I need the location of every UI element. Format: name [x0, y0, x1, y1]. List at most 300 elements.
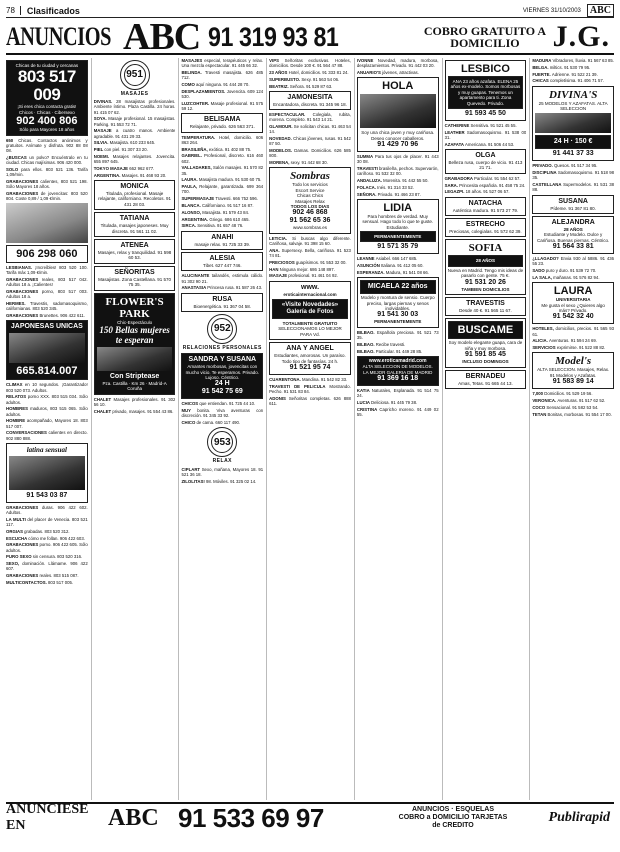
list-item: TETAN Bonitas, morbosas. 91 554 17 00.: [532, 411, 612, 417]
atenea-title: ATENEA: [120, 242, 149, 250]
flowers-title: FLOWER'S PARK: [105, 295, 164, 320]
list-item: ADONIS Señoritas completas. 626 888 611.: [269, 395, 351, 407]
sandra-title: SANDRA Y SUSANA: [188, 356, 257, 364]
olga-text: Belleza rusa, cuerpo de vicio. 91 413 21 71.: [448, 160, 523, 171]
list-item: CIPLART Sexo, mañana, Mayores 18. 91 521 36 18.: [181, 466, 264, 477]
list-item: ¿LLAGADO? Envia 930 al 5886. 91 436 55 23.: [532, 256, 615, 267]
hola-title: HOLA: [382, 80, 414, 93]
col2-ads-a: [94, 99, 176, 178]
micaela-box: [357, 277, 439, 328]
sofia-age-box: [448, 255, 524, 266]
laura-text: Me gusta el sexo ¿Quieres algo más? Privado.: [541, 302, 605, 314]
estrecho-text: Preciosas, colegialas. 91 572 62 39.: [449, 229, 522, 235]
sombras-web: www.sombras.es: [293, 225, 328, 231]
list-item: SOYA. Masaje profesional. 15 masajistas. Parking. 91 553 72 71.: [93, 116, 176, 127]
web-sub-box: [272, 299, 348, 319]
list-item: CONVERSACIONES calientes en directo. 902 880 888.: [6, 430, 88, 441]
col7-ads-a: [532, 58, 614, 84]
list-item: LAURA. Masajista madura. 91 530 60 75.: [181, 177, 262, 183]
list-item: NOEMI. Masajes relajantes. Jovencita. 655 897 645.: [93, 154, 176, 165]
latina-photo: [9, 456, 85, 490]
alesia-title: ALESIA: [209, 255, 236, 262]
col5-ads-c: [357, 256, 439, 275]
laura-phone: 91 542 32 40: [552, 313, 594, 321]
list-item: VERONICA. Aventuras. 91 517 62 52.: [532, 398, 606, 404]
page-topbar: [6, 4, 614, 18]
list-item: BILBAO. Española preciosa. 91 521 73 35.: [356, 329, 439, 341]
list-item: CATHERINE Sensitiva. 91 521 45 55.: [444, 123, 517, 129]
col4-ads-d: [269, 377, 351, 406]
list-item: CLIMAX en 10 segundos. ¡Garantizado! 803 520 073. Adultos.: [6, 382, 88, 393]
laura-sub: UNIVERSITARIA: [555, 297, 591, 303]
sombras-line: Masajes Relax: [295, 198, 325, 204]
section-953: [181, 427, 263, 464]
flowers-photo: [97, 347, 173, 371]
list-item: LUZCOHTER. Masaje profesional. 91 575 59 12.: [181, 100, 264, 111]
susana-box: [532, 195, 614, 214]
list-item: LEGAZPI. 18 años. 91 527 06 57.: [444, 189, 510, 195]
list-item: LUCIA Deliciosa. 91 445 79 38.: [356, 400, 418, 406]
list-item: GRABACIONES reales. 803 515 087.: [6, 573, 79, 579]
list-item: TEMPERATURA. Hotel, domicilio. 606 863 264.: [181, 134, 264, 145]
travestis-box: [445, 297, 527, 316]
alejandra-phone: 91 564 33 81: [552, 243, 594, 251]
sofia-title: SOFIA: [468, 242, 503, 255]
list-item: SUMMA Para tus ojos de placer. 91 443 30 08.: [356, 154, 439, 165]
section-label: RELAX: [212, 458, 233, 465]
list-item: SADO puro y duro. 91 539 72 70.: [532, 268, 597, 274]
list-item: ZILOLITAS! 98. Móviles. 91 325 02 14.: [181, 478, 257, 484]
list-item: GRABACIONES porno. 906 422 605. Sólo adultos.: [6, 542, 88, 553]
list-item: BILBAO. Particular. 91 449 28 85.: [356, 348, 423, 354]
flowers-sub: Chic-Espectáculo: [117, 319, 153, 325]
col5-ads-b: [357, 154, 439, 197]
sombras-phone2: 91 562 65 36: [289, 217, 331, 225]
list-item: ALICIA. Aventuras. 91 594 24 69.: [532, 338, 597, 344]
estrecho-title: ESTRECHO: [466, 221, 505, 229]
header-jg-logo: J.G.: [552, 20, 610, 53]
chicas-box-top: Chicas de tu ciudad y cercanas: [15, 63, 79, 68]
sandra-text: Amantes morbosas, jovencitas con mucho vicio. Te esperamos. Privado. Lujoso. Céntrico.: [185, 364, 260, 381]
erotica-title: www.eroticamadrid.com: [368, 357, 427, 364]
list-item: COCO Sensacional. 91 582 53 54.: [532, 404, 599, 410]
footer-abc-logo: ABC: [108, 804, 159, 831]
list-item: ESCUCHA cómo me follan. 906 422 603.: [6, 535, 85, 541]
monica-box: [94, 180, 176, 210]
list-item: TRAVESTI DE PELICULA Mostrando. Pecho. 91 531 83 84.: [269, 383, 351, 395]
list-item: CHALET privado, masajes. 91 554 43 86.: [93, 408, 174, 414]
list-item: HAN Ninguna mejor. 686 148 897.: [269, 266, 335, 272]
ana-angel-box: [269, 342, 351, 375]
list-item: SUPERMASAJE Travesti. 666 752 596.: [181, 196, 258, 202]
hola-box: [357, 77, 439, 152]
publirapid-logo: Publirapid: [548, 810, 610, 825]
japonesas-photo: [9, 333, 85, 363]
divinas-24: 24 H · 150 €: [553, 138, 593, 146]
bernadeu-title: BERNADEU: [465, 372, 506, 380]
column-6: [442, 58, 527, 800]
ana-phone: 91 521 95 74: [289, 364, 331, 372]
list-item: FUERTE. Adrienne. 91 522 21 39.: [532, 71, 598, 77]
col7-ads-e: [532, 391, 614, 417]
col4-ads-b: [269, 112, 351, 165]
list-item: BELGA. miltics. 91 530 79 95.: [532, 64, 591, 70]
flowers-foot: Pza. Castilla · Km 26 · Madrid-A Coruña: [102, 381, 167, 392]
sandra-box: [181, 353, 263, 399]
list-item: NOVEDAD. Chicas jóvenes, rusas. 91 542 87 50.: [269, 136, 351, 147]
list-item: HOMBRE acompañado, Mayores 18. 803 517 007.: [6, 418, 88, 429]
list-item: ANA. Supersexy. Bella, cariñosa. 91 523 74 81.: [269, 247, 351, 259]
list-item: ¿BUSCAS un polvo? Encuéntralo en tu ciudad. Chicas majísimas. 906 420 000.: [6, 154, 88, 166]
list-item: LA SALA, mañanas. 91 576 82 94.: [532, 275, 600, 281]
list-item: SEXO, dominación. Llámame. 906 422 607.: [6, 561, 88, 572]
erotica-phone: 91 369 16 18: [377, 375, 419, 383]
models-title: Model's: [555, 355, 592, 368]
hola-phone: 91 429 70 96: [377, 141, 419, 149]
col5-ads-a: [357, 58, 439, 75]
susana-text: Pídeme. 91 367 81 80.: [550, 205, 596, 211]
list-item: HOTELES, domicilios, precios. 91 565 93 61.: [532, 326, 615, 337]
japonesas-title: JAPONESAS UNICAS: [10, 323, 83, 331]
list-item: CHICO de cama. 660 117 490.: [181, 420, 241, 426]
anahi-text: masaje relax. 91 725 33 39.: [194, 241, 251, 247]
natacha-text: Auténtica madura. 91 573 27 79.: [452, 207, 519, 213]
buscame-text: Soy modelo elegante guapa, cara de niña y muy morbosa.: [448, 340, 523, 351]
sofia-age: 28 AÑOS: [475, 258, 495, 264]
anahi-box: [181, 231, 263, 250]
list-item: VALLADARES, Salón masajes. 91 570 82 35.: [181, 165, 264, 176]
list-item: 23 AÑOS Hotel, domicilios. 91 333 81 24.: [269, 70, 349, 75]
belisama-text: Relajante, privado. 626 563 371.: [189, 124, 255, 130]
list-item: PAULA, Relajante, garantizada. 699 364 700.: [181, 184, 264, 195]
list-item: 650 Chicas. Contactos anónimos y gratuitos. Anímate y disfruta. 902 88 08 08.: [6, 137, 88, 154]
col5-ads-d: [357, 330, 439, 354]
buscame-title: BUSCAME: [457, 324, 514, 337]
olga-box: [445, 149, 527, 174]
alejandra-age: 28 AÑOS: [563, 227, 583, 233]
sombras-box: [269, 167, 351, 233]
erotica-text: ALTA SELECCION DE MODELOS. LA MEJOR GALERIA DE MADRID: [362, 364, 433, 375]
list-item: SARA. Princesita española. 91 458 75 24.: [444, 182, 526, 188]
list-item: GRABACIONES de jovencitas: 803 520 804. Coste 0,89 / 1,09 €/min.: [6, 190, 88, 202]
sombras-title: Sombras: [290, 170, 330, 183]
sombras-line: Escort Service: [295, 187, 325, 193]
sombras-line: Todo los servicios: [292, 182, 328, 188]
japonesas-box: [6, 320, 88, 380]
micaela-text: Modelo y montura de sensio. Cuerpo preciso, largas piernas y senos inolvidables.: [360, 295, 435, 312]
web-sel: SELECCIONAMOS LO MEJOR PARA Vd.: [278, 326, 342, 337]
divinas-box: [532, 86, 614, 162]
laura-box: [532, 282, 614, 324]
list-item: IVONNE Novedad, madura, morbosa, desplazamientos. Privado. 91 442 03 20.: [356, 58, 439, 69]
list-item: CHICAS completísima. 91 406 71 57.: [532, 78, 604, 84]
travestis-text: Desde 40 €. 91 565 11 67.: [459, 308, 512, 314]
list-item: MUY bonita. Viva aventuras con discreción. 91 345 33 92.: [181, 408, 264, 419]
list-item: ORGIAS grabadas. 803 520 312.: [6, 528, 70, 534]
page-number: 78: [6, 6, 21, 15]
column-3: [178, 58, 263, 800]
lidia-title: LIDIA: [383, 201, 413, 214]
flowers-big: 150 Bellas mujeres te esperan: [99, 325, 170, 346]
list-item: ASUNCIÓN Italiana. 91 412 05 60.: [356, 263, 424, 269]
lesbico-phone: 91 593 45 50: [465, 110, 506, 118]
divinas-text: 25 MODELOS Y AZAFATAS. ALTA SELECCION: [538, 100, 608, 111]
olga-title: OLGA: [475, 152, 496, 160]
list-item: BEATRIZ. Señora. 91 529 87 63.: [269, 83, 333, 89]
phone-906: 906 298 060: [16, 248, 78, 261]
alejandra-text: Estudiante y Modelo. Dulce y Cariñosa. Buenas piernas. Céntrico.: [537, 232, 610, 243]
list-item: AZAFATA Americana. 91 506 44 53.: [444, 141, 515, 147]
jamonesita-title: JAMONESITA: [287, 93, 333, 101]
tatiana-text: Titulada, masajes japoneses. Muy discreta. 91 561 11 02.: [100, 223, 169, 234]
sombras-phone1: 902 46 868: [292, 209, 328, 217]
list-item: CRISTINA Capricho moreno. 91 449 02 55.: [356, 406, 439, 418]
list-item: CUARENTONA. Mandina. 91 542 82 33.: [269, 377, 348, 383]
header-cobro: COBRO GRATUITO A DOMICILIO: [423, 24, 547, 50]
erotica-madrid-box: [357, 356, 439, 386]
list-item: MULTICONTACTOS. 803 517 005.: [6, 580, 74, 586]
list-item: MASAJES especial, terapéuticos y relax. Una mezcla espectacular. 91 445 66 32.: [181, 58, 264, 69]
monica-text: Titulada, profesional. Masaje relajante, californiano. Recoletos. 91 431 28 03.: [98, 191, 171, 207]
models-box: [532, 352, 614, 389]
list-item: SERVICIOS exprimirse. 91 522 88 82.: [532, 345, 606, 351]
belisama-box: [181, 113, 263, 132]
lidia-strip: PERMANENTEMENTE: [374, 234, 422, 240]
list-item: LETICIA. Si buscas algo diferente. Cariñosa, salvaje. 91 398 15 60.: [269, 235, 351, 247]
col1-ads-c: [6, 382, 88, 440]
lidia-text: Para hombres de verdad. Muy sensual. Hago todo lo que te guste. Estudiante.: [362, 213, 434, 230]
rusa-title: RUSA: [212, 295, 233, 303]
header-phone: 91 319 93 81: [208, 21, 339, 52]
atenea-box: [94, 239, 176, 264]
list-item: 7,000 Domicilios. 91 529 19 56.: [532, 391, 593, 397]
section-number: 952: [207, 314, 237, 344]
models-phone: 91 583 89 14: [552, 378, 594, 386]
list-item: LEANNE Asiabel. 666 147 685.: [356, 256, 418, 262]
list-item: ALUCINANTE tailandés, estimula cálido. 91 302 90 21.: [181, 273, 264, 284]
list-item: ANDALUZA. Morenita. 91 442 55 50.: [356, 178, 429, 184]
col1-ads-b: [6, 265, 88, 318]
list-item: LESBIANAS. ¡Increíbles! 803 520 100. Tarifa máx 1,09 €/min.: [6, 265, 88, 276]
list-item: GRABACIONES calientes, 803 521 198. Sólo Mayores 18 años.: [6, 178, 88, 190]
divinas-title: DIVINA'S: [549, 88, 598, 101]
list-item: HERMES. Travestis, sadomasoquismo, californianas. 803 520 345.: [6, 301, 88, 312]
bernadeu-box: [445, 370, 527, 389]
tatiana-box: [94, 212, 176, 237]
ana-text: Estudiantes, amorosas. Un paraíso. Todo tipo de fantasías. 24 h.: [274, 353, 346, 364]
chicas-box: [6, 60, 88, 136]
list-item: KATIA Naturales, Esplanada. 91 514 75 24.: [356, 388, 439, 399]
micaela-phone: 91 541 30 03: [377, 311, 419, 319]
tatiana-title: TATIANA: [119, 215, 150, 223]
col4-ads-c: [269, 236, 351, 279]
footer-phone: 91 533 69 97: [178, 802, 324, 833]
hola-text: Soy una chica joven y muy cariñosa. Deseo conocer caballeros.: [361, 130, 435, 141]
list-item: GRABADORA Particular. 91 554 62 57.: [444, 175, 521, 181]
alesia-box: [181, 252, 263, 271]
chicas-box-p2: Chicos · Chicas · Cibersexo: [18, 109, 75, 115]
list-item: MASAJE profesional. 91 461 04 92.: [269, 273, 338, 279]
sombras-24: TODOS LOS DIAS: [290, 204, 330, 210]
list-item: ANASTASIA Princesa rusa. 91 587 26 43.: [181, 285, 263, 291]
list-item: GABRIEL. Profesional, discreto. 616 460 602.: [181, 153, 264, 164]
list-item: SILVIA. Masajista. 610 233 645.: [93, 140, 156, 146]
list-item: PIEL con piel. 91 307 33 20.: [93, 147, 148, 153]
list-item: PRIVADO. Quesos. 91 517 34 95.: [532, 163, 598, 169]
ad-header: [6, 16, 614, 58]
col1-ads-a: [6, 138, 88, 202]
belisama-title: BELISAMA: [204, 116, 241, 124]
latina-phone: 91 543 03 87: [26, 491, 68, 499]
section-title: Clasificados: [26, 5, 80, 16]
col3-ads-c: [181, 273, 263, 290]
list-item: LA MULTI del placer de Venecia. 803 521 117.: [6, 516, 88, 528]
alejandra-title: ALEJANDRA: [551, 219, 595, 227]
bernadeu-text: Amas, Tetas. 91 665 44 13.: [458, 380, 513, 386]
lidia-phone: 91 571 35 79: [377, 243, 419, 251]
list-item: COMO aquí ninguna. 91 444 28 70.: [181, 82, 250, 87]
monica-title: MONICA: [120, 183, 149, 190]
models-text: ALTA SELECCION. Masajes, Relax. 91 Modelos y Azafatas.: [537, 367, 610, 378]
list-item: ESPERANZA. Madura, 91 541 08 66.: [356, 270, 430, 276]
susana-title: SUSANA: [558, 197, 588, 205]
latina-title: latina sensual: [26, 445, 67, 454]
list-item: LEATHER Sadomasoquismo. 91 538 00 31.: [444, 129, 527, 141]
col1-ads-d: [6, 505, 88, 585]
chicas-box-phone: 803 517 009: [17, 67, 76, 105]
list-item: TOKYO MASAJE 662 962 677.: [93, 166, 155, 171]
section-label: MASAJES: [120, 91, 149, 97]
list-item: SIRCA. Sensitiva. 91 657 48 76.: [181, 223, 244, 229]
col3-ads-d: [181, 401, 263, 425]
list-item: MORENA, sexy. 91 442 68 30.: [269, 160, 328, 166]
lesbico-text-box: [448, 76, 524, 109]
lidia-box: [357, 199, 439, 255]
list-item: ANUARIO'S jóvenes, atractivas.: [356, 70, 419, 75]
footer-text: ANUNCIOS · ESQUELAS COBRO a DOMICILIO TARJETAS de CREDITO: [398, 806, 508, 829]
phone-box-906: [6, 245, 88, 263]
list-item: GRABACIONES Brunettes. 906 422 611.: [6, 313, 85, 319]
list-item: ALONSO, Masajista. 91 579 43 84.: [181, 209, 250, 215]
col7-ads-c: [532, 256, 614, 280]
sofia-text: Nueva en Madrid. Tengo mis ideas de pasarlo con gente. 75 €.: [447, 267, 524, 279]
flowers-park-box: [94, 293, 176, 395]
col4-ads-a: [269, 58, 351, 89]
sofia-box: [445, 239, 527, 295]
micaela-title: MICAELA 22 años: [367, 283, 428, 291]
list-item: GRABACIONES porno, 803 517 003. Adultos 18 a.: [6, 289, 88, 300]
list-item: GRABACIONES duras. 906 422 602. Adultos.: [6, 504, 88, 516]
japonesas-phone: 665.814.007: [16, 365, 78, 378]
lesbico-text: ANA 23 años azafata. ELENA 25 años ex-modelo. Somos morbosas y muy guapas. Tenemos un apartamento para ti. Zona Quevedo. Privado.: [450, 79, 521, 106]
section-number: 953: [207, 427, 237, 457]
col6-ads-a: [445, 123, 527, 147]
list-item: BRASILEÑA, exótica. 91 402 88 75.: [181, 146, 252, 152]
list-item: DISCIPLINA Sadomasoquismo. 91 518 98 35.: [532, 170, 615, 181]
senoritas-title: SEÑORITAS: [114, 268, 155, 276]
footer-anunciese: ANUNCIESE EN: [6, 802, 89, 833]
col2-ads-b: [94, 397, 176, 414]
list-item: HOMBRES maduros, 803 515 065. Sólo adultos.: [6, 406, 88, 417]
jamonesita-text: Encantadora, discreta. 91 345 96 18.: [273, 101, 347, 107]
column-2: [91, 58, 176, 800]
list-item: SEÑORA. Privado. 91 466 23 87.: [356, 191, 421, 197]
laura-title: LAURA: [553, 285, 593, 298]
hola-photo: [360, 94, 436, 128]
list-item: GLAMOUR. Se solicitan chicas. 91 463 54 14.: [269, 124, 351, 135]
web-strip: TOTALMENTE GRATUITO: [282, 321, 338, 327]
list-item: ARGENTINA. Griego. 686 610 465.: [181, 216, 250, 222]
col7-ads-b: [532, 163, 614, 192]
divinas-24-box: [535, 135, 611, 149]
list-item: FOLACA. Inés. 91 314 33 52.: [356, 184, 414, 190]
natacha-title: NATACHA: [468, 199, 503, 207]
divinas-photo: [535, 113, 611, 133]
alesia-text: Tibet. 627 447 746.: [202, 263, 242, 268]
list-item: ARGENTINA. Masajes. 91 468 93 20.: [93, 172, 167, 178]
col3-ads-b: [181, 135, 263, 229]
anahi-title: ANAHI: [211, 233, 234, 241]
list-item: GRABACIONES reales, 803 517 042. Adultos 18 a. ¡Calientes!: [6, 277, 88, 288]
list-item: BLANCA. Californiano. 91 517 16 87.: [181, 203, 254, 208]
list-item: MADURA Vibradores, lluvia. 91 567 63 85.: [532, 58, 615, 63]
lidia-strip-box: [360, 231, 436, 242]
section-number: 951: [120, 60, 150, 90]
sandra-phone: 91 542 75 69: [201, 388, 243, 396]
list-item: TRAVESTI brasileña, pechos. Supervarón, cariñoso. 91 532 32 00.: [356, 166, 439, 177]
rusa-box: [181, 293, 263, 312]
section-952: [181, 314, 263, 351]
senoritas-text: Masajistas. Zona Castellana. 91 570 75 35.: [98, 276, 171, 288]
section-951: [94, 60, 176, 97]
header-anuncios: ANUNCIOS: [6, 22, 112, 51]
chicas-box-sub: ¡Si eres chica contacta gratis!: [17, 104, 77, 110]
web-title: www.: [301, 283, 320, 291]
web-sub: «Visite Novedades» Galería de Fotos: [281, 302, 339, 316]
section-label: RELACIONES PERSONALES: [182, 345, 262, 352]
list-item: MODELOS. Damas. Domicilios. 626 585 800.: [269, 148, 351, 159]
column-7: [529, 58, 614, 800]
col6-ads-b: [445, 176, 527, 195]
estrecho-box: [445, 218, 527, 237]
micaela-strip: PERMANENTEMENTE: [374, 319, 422, 325]
jamonesita-box: [269, 91, 351, 110]
divinas-phone: 91 441 37 33: [552, 150, 594, 158]
list-item: MASAJE a cuatro manos. Ambiente agradable. 91 431 29 33.: [93, 128, 176, 139]
lesbico-title: LESBICO: [461, 63, 510, 75]
natacha-box: [445, 197, 527, 216]
web-domain: eroticainternacional.com: [283, 291, 337, 297]
list-item: SUPERBUSTO. Sexy. 91 563 54 06.: [269, 76, 340, 82]
list-item: PURO SEXO sin censura. 803 520 316.: [6, 554, 83, 560]
rusa-text: Bioenergética. 91 367 04 58.: [193, 303, 252, 309]
header-abc-logo: ABC: [123, 16, 201, 58]
list-item: ESPECTACULAR. Colegiala, rubita, morena. Completo. 91 543 14 21.: [269, 112, 351, 123]
buscame-title-box: [448, 321, 524, 339]
column-1: [6, 58, 88, 800]
chicas-box-foot: Sólo para Mayores 18 años: [19, 127, 75, 133]
flowers-strip: Con Striptease: [109, 373, 160, 381]
list-item: SOLO para ellos. 803 521 136. Tarifa 1,09/min.: [6, 166, 88, 178]
sofia-phone: 91 531 20 26: [465, 278, 506, 286]
ana-title: ANA Y ANGEL: [286, 345, 334, 353]
travestis-title: TRAVESTIS: [466, 300, 505, 308]
list-item: CASTELLANA Supermodelos. 91 531 38 88.: [532, 182, 615, 193]
list-item: VIPS Señoritas exclusivas. Hoteles, domicilios. Desde 100 €. 91 564 47 88.: [269, 58, 351, 69]
buscame-box: [445, 318, 527, 367]
column-4: [266, 58, 351, 800]
atenea-text: Masajes, relax y tranquilidad. 91 598 60 53.: [97, 250, 172, 261]
